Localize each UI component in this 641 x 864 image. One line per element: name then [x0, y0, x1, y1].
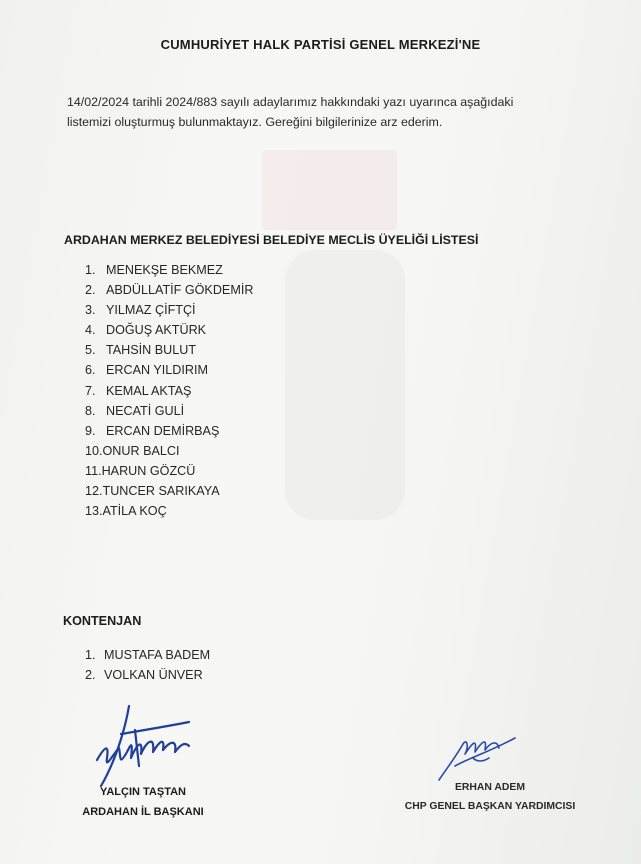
member-list [85, 260, 253, 521]
list-number: 4. [85, 323, 96, 338]
list-name: VOLKAN ÜNVER [104, 668, 203, 682]
member-list-item [85, 340, 253, 360]
list-name: KEMAL AKTAŞ [106, 383, 192, 398]
member-list-item [85, 360, 253, 380]
list-number: 6. [85, 363, 96, 378]
list-name: ATİLA KOÇ [102, 504, 167, 519]
list-number: 1. [85, 648, 96, 662]
quota-heading: KONTENJAN [63, 614, 142, 628]
list-name: ERCAN DEMİRBAŞ [106, 423, 220, 438]
member-list-item [85, 280, 253, 300]
list-name: MENEKŞE BEKMEZ [106, 263, 223, 277]
member-list-item [85, 501, 253, 521]
list-number: 11. [85, 463, 102, 478]
signature-left [85, 700, 195, 790]
member-list-item [85, 300, 253, 320]
intro-line: listemizi oluşturmuş bulunmaktayız. Gereğini bilgilerinize arz ederim. [67, 115, 443, 129]
list-name: NECATİ GULİ [106, 403, 185, 418]
list-name: YILMAZ ÇİFTÇİ [106, 303, 196, 318]
list-name: ERCAN YILDIRIM [106, 363, 208, 378]
list-name: DOĞUŞ AKTÜRK [106, 323, 207, 338]
list-name: ONUR BALCI [102, 443, 180, 458]
signer-right-title: CHP GENEL BAŞKAN YARDIMCISI [404, 801, 576, 812]
intro-line: 14/02/2024 tarihli 2024/883 sayılı adaylarımız hakkındaki yazı uyarınca aşağıdaki [67, 95, 514, 109]
member-list-item [85, 421, 253, 441]
quota-list-item [85, 645, 210, 665]
list-name: MUSTAFA BADEM [104, 648, 211, 662]
list-number: 10. [85, 443, 103, 458]
signer-left-name: YALÇIN TAŞTAN [100, 786, 186, 798]
list-name: TUNCER SARIKAYA [102, 484, 220, 499]
list-number: 5. [85, 343, 96, 358]
member-list-item [85, 381, 253, 401]
list-name: ABDÜLLATİF GÖKDEMİR [106, 283, 254, 298]
list-name: HARUN GÖZCÜ [101, 463, 196, 478]
member-list-item [85, 441, 253, 461]
list-number: 2. [85, 668, 96, 682]
document-title: CUMHURİYET HALK PARTİSİ GENEL MERKEZİ'NE [160, 37, 481, 52]
list-number: 12. [85, 484, 103, 499]
list-number: 13. [85, 504, 103, 519]
member-list-item [85, 320, 253, 340]
quota-list-item [85, 665, 210, 685]
member-list-item [85, 401, 253, 421]
list-number: 3. [85, 303, 96, 318]
member-list-item [85, 461, 253, 481]
list-name: TAHSİN BULUT [106, 343, 197, 358]
quota-list [85, 645, 210, 685]
bleed-through-mark [262, 150, 397, 230]
signer-right-name: ERHAN ADEM [454, 782, 526, 793]
member-list-item [85, 481, 253, 501]
list-number: 7. [85, 383, 96, 398]
list-heading: ARDAHAN MERKEZ BELEDİYESİ BELEDİYE MECLİS ÜYELİĞİ LİSTESİ [64, 233, 479, 247]
bleed-through-shadow [285, 250, 405, 520]
signer-left-block [48, 782, 238, 822]
list-number: 2. [85, 283, 96, 298]
list-number: 9. [85, 423, 96, 438]
list-number: 1. [85, 263, 96, 277]
signer-right-block [390, 778, 590, 816]
list-number: 8. [85, 403, 96, 418]
intro-paragraph [67, 92, 587, 132]
member-list-item [85, 260, 253, 280]
signer-left-title: ARDAHAN İL BAŞKANI [82, 806, 204, 818]
